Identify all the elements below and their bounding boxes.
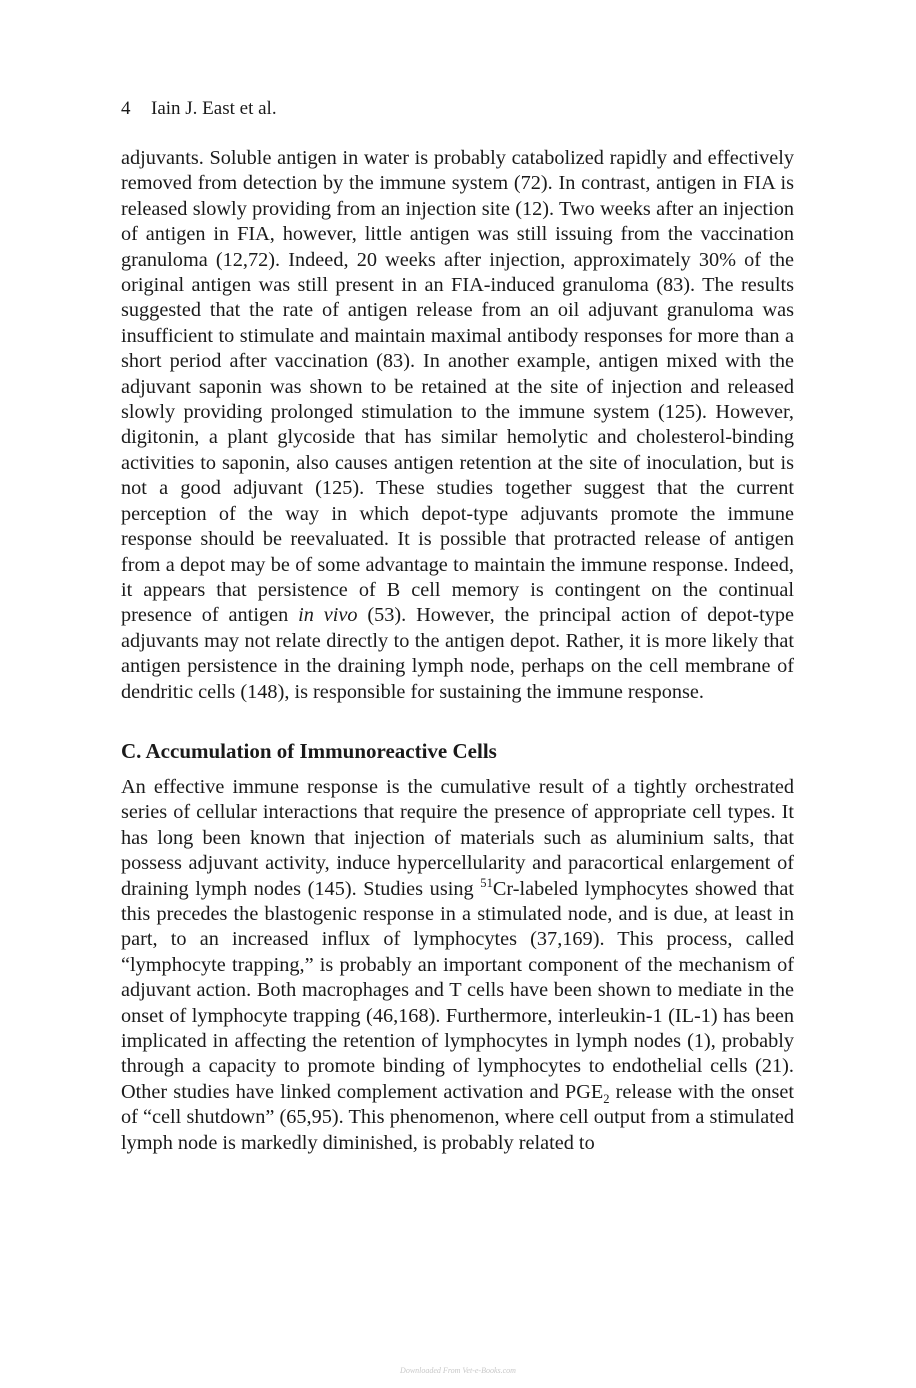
download-watermark: Downloaded From Vet-e-Books.com [400, 1366, 516, 1375]
paragraph-text: An effective immune response is the cumulative result of a tightly orchestrated series of cellular interactions that require the presence of appropriate cell types. It has long been known that injection of materials such as aluminium salts, that possess adjuvant activity, induce hypercellularity and paracortical enlargement of draining lymph nodes (145). Studies using [121, 775, 794, 900]
pge-subscript: 2 [603, 1091, 610, 1106]
document-page [121, 96, 794, 1156]
paragraph-text: release with the onset of “cell shutdown” (65,95). This phenomenon, where cell output from a stimulated lymph node is markedly diminished, is probably related to [121, 1080, 794, 1154]
body-paragraph-immunoreactive-cells [121, 775, 794, 1156]
running-head [121, 96, 794, 122]
italic-term: in vivo [298, 604, 358, 627]
paragraph-text: adjuvants. Soluble antigen in water is probably catabolized rapidly and effectively removed from detection by the immune system (72). In contrast, antigen in FIA is released slowly providing from an injection site (12). Two weeks after an injection of antigen in FIA, however, little antigen was still issuing from the vaccination granuloma (12,72). Indeed, 20 weeks after injection, approximately 30% of the original antigen was still present in an FIA-induced granuloma (83). The results suggested that the rate of antigen release from an oil adjuvant granuloma was insufficient to stimulate and maintain maximal antibody responses for more than a short period after vaccination (83). In another example, antigen mixed with the adjuvant saponin was shown to be retained at the site of injection and released slowly providing prolonged stimulation to the immune system (125). However, digitonin, a plant glycoside that has similar hemolytic and cholesterol-binding activities to saponin, also causes antigen retention at the site of inoculation, but is not a good adjuvant (125). These studies together suggest that the current perception of the way in which depot-type adjuvants promote the immune response should be reevaluated. It is possible that protracted release of antigen from a depot may be of some advantage to maintain the immune response. Indeed, it appears that persistence of B cell memory is contingent on the continual presence of antigen [121, 147, 794, 627]
body-paragraph-depot-adjuvants [121, 146, 794, 705]
paragraph-text: (53). However, the principal action of depot-type adjuvants may not relate directly to the antigen depot. Rather, it is more likely that antigen persistence in the draining lymph node, perhaps on the cell membrane of dendritic cells (148), is responsible for sustaining the immune response. [121, 604, 794, 703]
author-line: Iain J. East et al. [151, 98, 277, 119]
section-heading: C. Accumulation of Immunoreactive Cells [121, 738, 497, 763]
page-number: 4 [121, 98, 131, 119]
paragraph-text: Cr-labeled lymphocytes showed that this precedes the blastogenic response in a stimulated node, and is due, at least in part, to an increased influx of lymphocytes (37,169). This process, called “lymphocyte trapping,” is probably an important component of the mechanism of adjuvant action. Both macrophages and T cells have been shown to mediate in the onset of lymphocyte trapping (46,168). Furthermore, interleukin-1 (IL-1) has been implicated in affecting the retention of lymphocytes in lymph nodes (1), probably through a capacity to promote binding of lymphocytes to endothelial cells (21). Other studies have linked complement activation and PGE [121, 877, 794, 1103]
isotope-superscript: 51 [480, 875, 493, 890]
